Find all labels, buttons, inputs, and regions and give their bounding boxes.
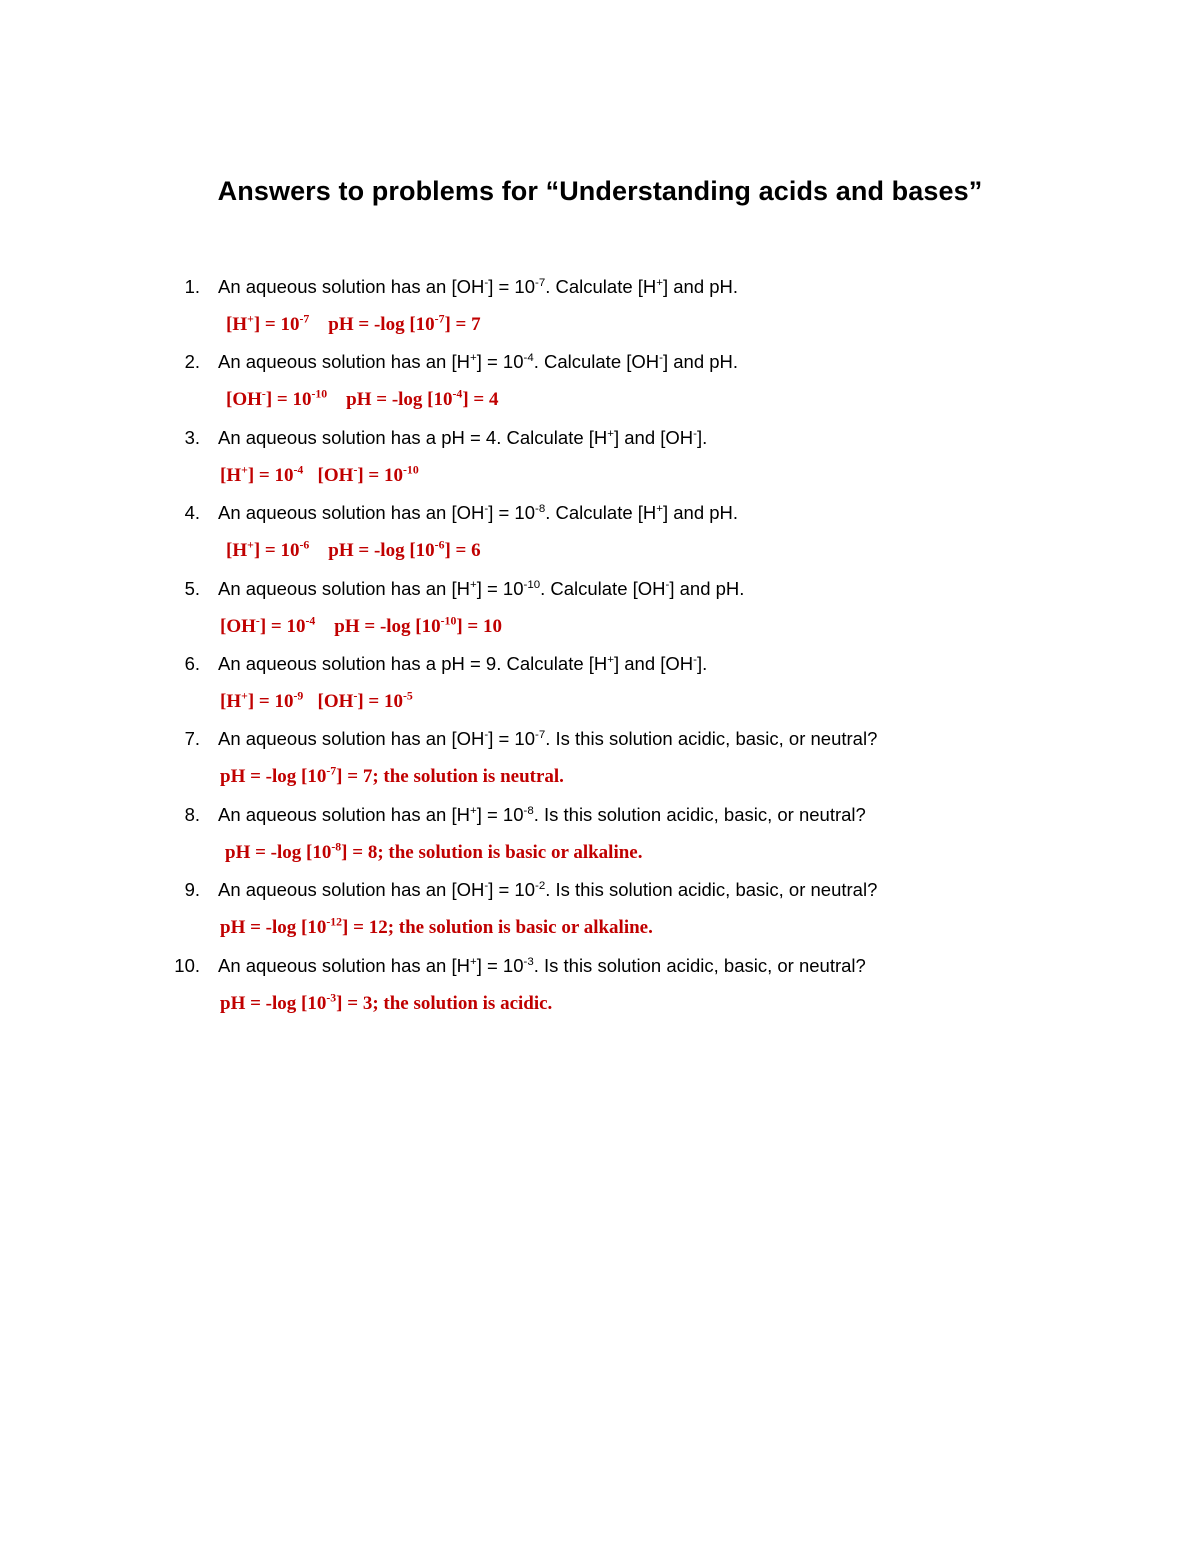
question-text: ] = 10 (476, 803, 524, 825)
answer-text (225, 838, 642, 868)
problem-number: 9. (184, 879, 200, 901)
question-superscript: + (469, 578, 477, 591)
answer-text: ] = 10 (357, 464, 404, 486)
question-text (218, 498, 738, 528)
question-superscript: + (656, 276, 663, 289)
answer-text (226, 536, 481, 566)
answer-text: ] = 10 (247, 690, 294, 712)
question-text: ] and [OH (613, 652, 694, 674)
question-text: ]. (696, 426, 708, 448)
answer-text: [H (220, 464, 242, 486)
answer-text: ] = 10 (253, 540, 300, 562)
problem-number: 5. (184, 577, 200, 599)
question-text (218, 272, 738, 302)
question-text: . Is this solution acidic, basic, or neutral? (533, 954, 866, 976)
answer-superscript: + (247, 312, 254, 326)
answer-superscript: - (255, 614, 260, 628)
question-text (218, 875, 877, 905)
problem-item (0, 724, 1200, 799)
problem-item (0, 800, 1200, 875)
answer-text: pH = -log [10 (225, 841, 332, 863)
answer-text: ] = 7; the solution is neutral. (336, 766, 564, 788)
answer-text: [H (226, 540, 248, 562)
question-text: ] = 10 (476, 577, 524, 599)
answer-text: pH = -log [10 (309, 314, 435, 335)
question-superscript: - (484, 880, 489, 893)
answer-text (220, 687, 413, 717)
answer-superscript: + (241, 689, 248, 703)
answer-text: [H (220, 690, 242, 712)
answer-text: [OH (303, 464, 354, 486)
question-superscript: -7 (535, 729, 546, 742)
question-text: . Calculate [H (545, 502, 657, 524)
answer-superscript: -12 (326, 915, 343, 929)
question-text: An aqueous solution has an [H (218, 954, 470, 976)
problem-item (0, 875, 1200, 950)
question-text: An aqueous solution has an [OH (218, 502, 485, 524)
question-text (218, 423, 707, 453)
question-text (218, 724, 877, 754)
question-superscript: -7 (535, 276, 546, 289)
question-text: ] = 10 (488, 502, 536, 524)
problem-number: 4. (184, 502, 200, 524)
question-text: ] = 10 (488, 728, 536, 750)
problem-number: 6. (184, 652, 200, 674)
question-superscript: -4 (523, 352, 534, 365)
question-text: An aqueous solution has an [OH (218, 879, 485, 901)
answer-text: [OH (226, 389, 262, 411)
question-text: ] and pH. (662, 276, 739, 297)
answer-superscript: -3 (326, 991, 337, 1005)
answer-text: pH = -log [10 (220, 917, 327, 939)
answer-text: pH = -log [10 (220, 992, 327, 1014)
question-text: . Is this solution acidic, basic, or neutral? (545, 728, 878, 750)
question-superscript: -2 (535, 880, 546, 893)
problem-item (0, 649, 1200, 724)
answer-text: ] = 12; the solution is basic or alkaline. (342, 917, 653, 939)
problem-item (0, 498, 1200, 573)
answer-text: pH = -log [10 (220, 766, 327, 788)
answer-superscript: -4 (305, 614, 316, 628)
answer-text: ] = 4 (462, 389, 499, 411)
answer-text: ] = 8; the solution is basic or alkaline. (341, 841, 643, 863)
question-superscript: -8 (523, 804, 534, 817)
answer-superscript: -6 (299, 538, 310, 552)
problem-number: 2. (184, 351, 200, 373)
answer-superscript: -4 (452, 388, 463, 402)
problem-item (0, 347, 1200, 422)
answer-superscript: - (353, 463, 358, 477)
page-title: Answers to problems for “Understanding acids and bases” (217, 176, 983, 206)
problem-number: 7. (184, 728, 200, 750)
question-superscript: - (484, 729, 489, 742)
answer-text: ] = 10 (253, 314, 300, 335)
answer-text: ] = 10 (265, 389, 312, 411)
problem-number: 3. (184, 426, 200, 448)
answer-text (220, 461, 419, 491)
question-text (218, 800, 866, 830)
question-superscript: -10 (523, 578, 541, 591)
answer-superscript: -10 (403, 463, 419, 477)
answer-text: ] = 3; the solution is acidic. (336, 992, 553, 1014)
answer-superscript: -10 (440, 614, 457, 628)
question-superscript: -8 (535, 503, 546, 516)
question-text: An aqueous solution has a pH = 4. Calculate [H (218, 426, 608, 448)
answer-superscript: + (247, 538, 254, 552)
question-text: An aqueous solution has an [OH (218, 276, 485, 297)
question-superscript: - (693, 653, 697, 666)
answer-text: ] = 6 (444, 540, 481, 562)
question-text: ] = 10 (488, 276, 536, 297)
answer-text: ] = 10 (357, 690, 404, 712)
question-superscript: - (665, 578, 670, 591)
question-superscript: - (659, 352, 663, 365)
answer-text: ] = 7 (444, 314, 481, 335)
question-text: ]. (696, 652, 708, 674)
question-text (218, 951, 866, 981)
question-text: ] = 10 (476, 351, 524, 373)
answer-superscript: -7 (299, 312, 310, 326)
answer-superscript: -7 (434, 312, 445, 326)
problem-list (0, 272, 1200, 1026)
question-text: ] and pH. (669, 577, 745, 599)
answer-text: [H (226, 314, 248, 335)
question-text: ] and [OH (613, 426, 694, 448)
question-text: ] and pH. (662, 351, 739, 373)
question-superscript: - (484, 276, 489, 289)
answer-text: ] = 10 (247, 464, 294, 486)
question-text (218, 649, 707, 679)
question-text: ] = 10 (488, 879, 536, 901)
question-text: . Calculate [OH (540, 577, 666, 599)
question-text: . Calculate [OH (533, 351, 660, 373)
question-superscript: + (469, 804, 477, 817)
question-text (218, 574, 744, 604)
answer-text (226, 385, 498, 415)
problem-number: 8. (184, 803, 200, 825)
answer-superscript: -9 (293, 689, 304, 703)
answer-superscript: -8 (331, 840, 342, 854)
question-text: . Is this solution acidic, basic, or neutral? (533, 803, 866, 825)
answer-superscript: -10 (311, 388, 328, 402)
question-text: . Calculate [H (545, 276, 657, 297)
question-text: . Is this solution acidic, basic, or neutral? (545, 879, 878, 901)
question-superscript: + (656, 503, 663, 516)
answer-superscript: -5 (403, 689, 413, 703)
answer-text: pH = -log [10 (327, 389, 453, 411)
answer-text: [OH (220, 615, 256, 637)
answer-text (226, 310, 481, 340)
answer-text: ] = 10 (259, 615, 306, 637)
answer-text (220, 762, 564, 792)
question-superscript: - (484, 503, 489, 516)
problem-number: 1. (184, 276, 200, 297)
problem-number: 10. (174, 954, 200, 976)
problem-item (0, 574, 1200, 649)
problem-item (0, 272, 1200, 347)
answer-text: pH = -log [10 (309, 540, 435, 562)
question-text: An aqueous solution has an [H (218, 577, 470, 599)
question-text (218, 347, 738, 377)
answer-superscript: - (261, 388, 266, 402)
answer-text: pH = -log [10 (315, 615, 441, 637)
answer-text: [OH (303, 690, 354, 712)
question-superscript: + (607, 427, 614, 440)
answer-text (220, 989, 552, 1019)
question-text: ] and pH. (662, 502, 739, 524)
answer-superscript: + (241, 463, 248, 477)
question-text: An aqueous solution has a pH = 9. Calculate [H (218, 652, 608, 674)
question-superscript: + (469, 955, 477, 968)
answer-text (220, 612, 502, 642)
answer-superscript: - (353, 689, 358, 703)
problem-item (0, 423, 1200, 498)
question-text: An aqueous solution has an [H (218, 803, 470, 825)
answer-superscript: -6 (434, 538, 445, 552)
question-text: An aqueous solution has an [OH (218, 728, 485, 750)
answer-text: ] = 10 (456, 615, 502, 637)
question-superscript: + (607, 653, 614, 666)
question-superscript: -3 (523, 955, 534, 968)
question-superscript: + (469, 352, 477, 365)
question-text: An aqueous solution has an [H (218, 351, 470, 373)
answer-text (220, 913, 653, 943)
answer-superscript: -4 (293, 463, 304, 477)
answer-superscript: -7 (326, 765, 337, 779)
question-text: ] = 10 (476, 954, 524, 976)
problem-item (0, 951, 1200, 1026)
question-superscript: - (693, 427, 697, 440)
